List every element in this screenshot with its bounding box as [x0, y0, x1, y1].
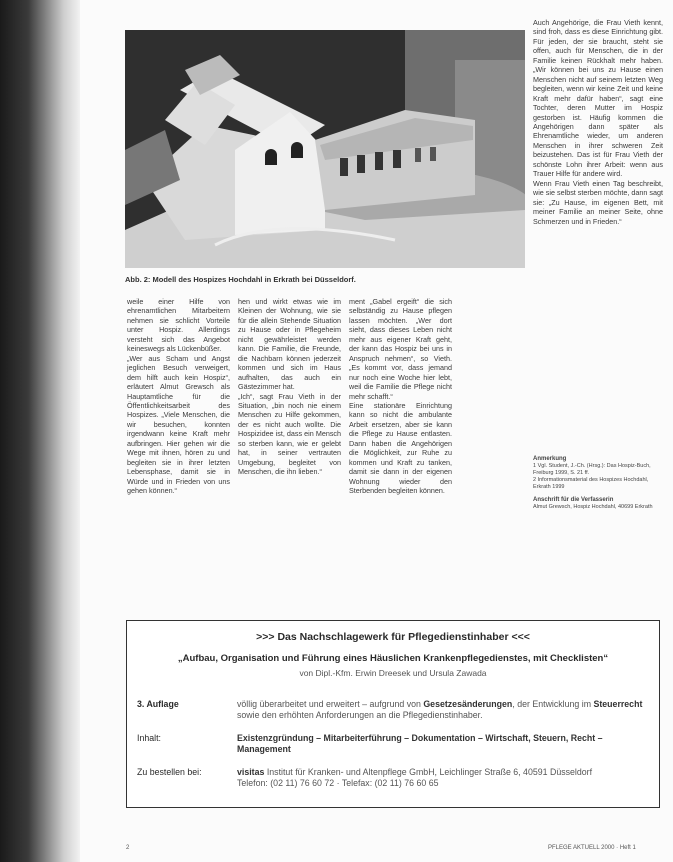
ad-title: >>> Das Nachschlagewerk für Pflegedienstinhaber <<<	[256, 631, 530, 643]
paragraph: Wenn Frau Vieth einen Tag beschreibt, wie sie selbst sterben möchte, dann sagt sie: „Zu Hause, im eigenen Bett, mit meiner Familie an meiner Seite, ohne Schmerzen und in Frieden.“	[533, 178, 663, 226]
address-text: Almut Grewsch, Hospiz Hochdahl, 40699 Erkrath	[533, 504, 653, 510]
text-column-4	[533, 18, 663, 446]
paragraph: weile einer Hilfe von ehrenamtlichen Mitarbeitern nehmen sie schlicht Vorteile unter Hospiz. Allerdings versteht sich das Angebot keineswegs als Lückenbüßer.	[127, 297, 230, 354]
content-text: Existenzgründung – Mitarbeiterführung – Dokumentation – Wirtschaft, Steuern, Recht – Management	[237, 733, 603, 754]
paragraph: ment „Gabel ergeift“ die sich selbständig zu Hause pflegen lassen möchten. „Wer dort sieht, dass dieses Leben nicht mehr aus eigener Kraft geht, der kann das Hospiz bei uns in Anspruch nehmen“, so Vieth. „Es kommt vor, dass jemand nur noch eine Woche hier lebt, weil die Familie die Pflege nicht mehr schafft.“	[349, 297, 452, 401]
content-label: Inhalt:	[137, 733, 161, 743]
hospice-model-photo	[125, 30, 525, 268]
text-column-2	[238, 297, 341, 477]
page-number: 2	[126, 845, 130, 851]
edition-label: 3. Auflage	[137, 699, 179, 709]
text-column-3	[349, 297, 452, 496]
notes-block	[533, 450, 663, 511]
ad-authors: von Dipl.-Kfm. Erwin Dreesek und Ursula Zawada	[299, 668, 487, 678]
paragraph: Eine stationäre Einrichtung kann so nicht die ambulante Arbeit ersetzen, aber sie kann die Pflege zu Hause entlasten. Dann haben die Angehörigen die Möglichkeit, zur Ruhe zu kommen und Kraft zu tanken, damit sie dann in der eigenen Wohnung wieder den Sterbenden begleiten können.	[349, 400, 452, 496]
ad-book-title: „Aufbau, Organisation und Führung eines Häuslichen Krankenpflegedienstes, mit Checklisten“	[177, 653, 609, 664]
text-column-1	[127, 297, 230, 496]
order-label: Zu bestellen bei:	[137, 767, 202, 777]
note-text: 1 Vgl. Student, J.-Ch. (Hrsg.): Das Hospiz-Buch, Freiburg 1999, S. 21 ff.	[533, 463, 651, 476]
note-text: 2 Informationsmaterial des Hospizes Hochdahl, Erkrath 1999	[533, 477, 649, 490]
paragraph: „Ich“, sagt Frau Vieth in der Situation, „bin noch nie einem Menschen zu Hilfe gekommen, der es nicht auch wollte. Die Hospizidee ist, dass ein Mensch so sterben kann, wie er gelebt hat, in seiner vertrauten Umgebung, begleitet von Menschen, die ihn lieben.“	[238, 391, 341, 477]
paragraph: hen und wirkt etwas wie im Kleinen der Wohnung, wie sie für die allein Stehende Situation zu Hause oder in Pflegeheim nicht gewährleistet werden kann. Die Familie, die Freunde, die Nachbarn können jederzeit kommen und sich im Haus aufhalten, das auch ein Gästezimmer hat.	[238, 297, 341, 392]
paragraph: „Wer aus Scham und Angst jeglichen Besuch verweigert, dem hilft auch kein Hospiz“, erläutert Almut Grewsch als Hauptamtliche für die Öffentlichkeitsarbeit des Hospizes. „Viele Menschen, die wir besuchen, konnten irgendwann keine Kraft mehr aufbringen. Hier gehen wir die Wege mit ihnen, hören zu und begleiten sie in ihrer letzten Lebensphase, damit sie in Würde und in Frieden von uns gehen können.“	[127, 353, 230, 496]
paragraph: Auch Angehörige, die Frau Vieth kennt, sind froh, dass es diese Einrichtung gibt. Für jeden, der sie braucht, steht sie offen, auch für Menschen, die in der Familie keinen Rückhalt mehr haben. „Wir können bei uns zu Hause einen Menschen nicht auf seinem letzten Weg begleiten, wenn wir keine Zeit und keine Kraft mehr dafür haben“, sagt eine Tochter, deren Mutter im Hospiz gestorben ist. Häufig kommen die Angehörigen dann später als Ehrenamtliche wieder, um anderen Menschen in ihrer schweren Zeit beizustehen. Das ist für Frau Vieth der schönste Lohn ihrer Arbeit: wenn aus Trauer Hilfe für andere wird.	[533, 18, 663, 179]
notes-heading: Anmerkung	[533, 456, 567, 462]
address-heading: Anschrift für die Verfasserin	[533, 497, 614, 503]
edition-text: völlig überarbeitet und erweitert – aufgrund von Gesetzesänderungen, der Entwicklung im Steuerrecht sowie den erhöhten Anforderungen an die Pflegedienstinhaber.	[237, 699, 643, 720]
hospice-model-illustration	[125, 30, 525, 268]
order-text: visitas Institut für Kranken- und Altenpflege GmbH, Leichlinger Straße 6, 40591 Düsseldorf Telefon: (02 11) 76 60 72 · Telefax: (02 11) 76 60 65	[237, 767, 593, 788]
photo-caption: Abb. 2: Modell des Hospizes Hochdahl in Erkrath bei Düsseldorf.	[125, 275, 356, 284]
book-spine-shadow	[0, 0, 80, 862]
advertisement-box	[126, 620, 660, 808]
journal-footer: PFLEGE AKTUELL 2000 · Heft 1	[548, 845, 636, 851]
order-phone: Telefon: (02 11) 76 60 72 · Telefax: (02 11) 76 60 65	[237, 778, 439, 788]
